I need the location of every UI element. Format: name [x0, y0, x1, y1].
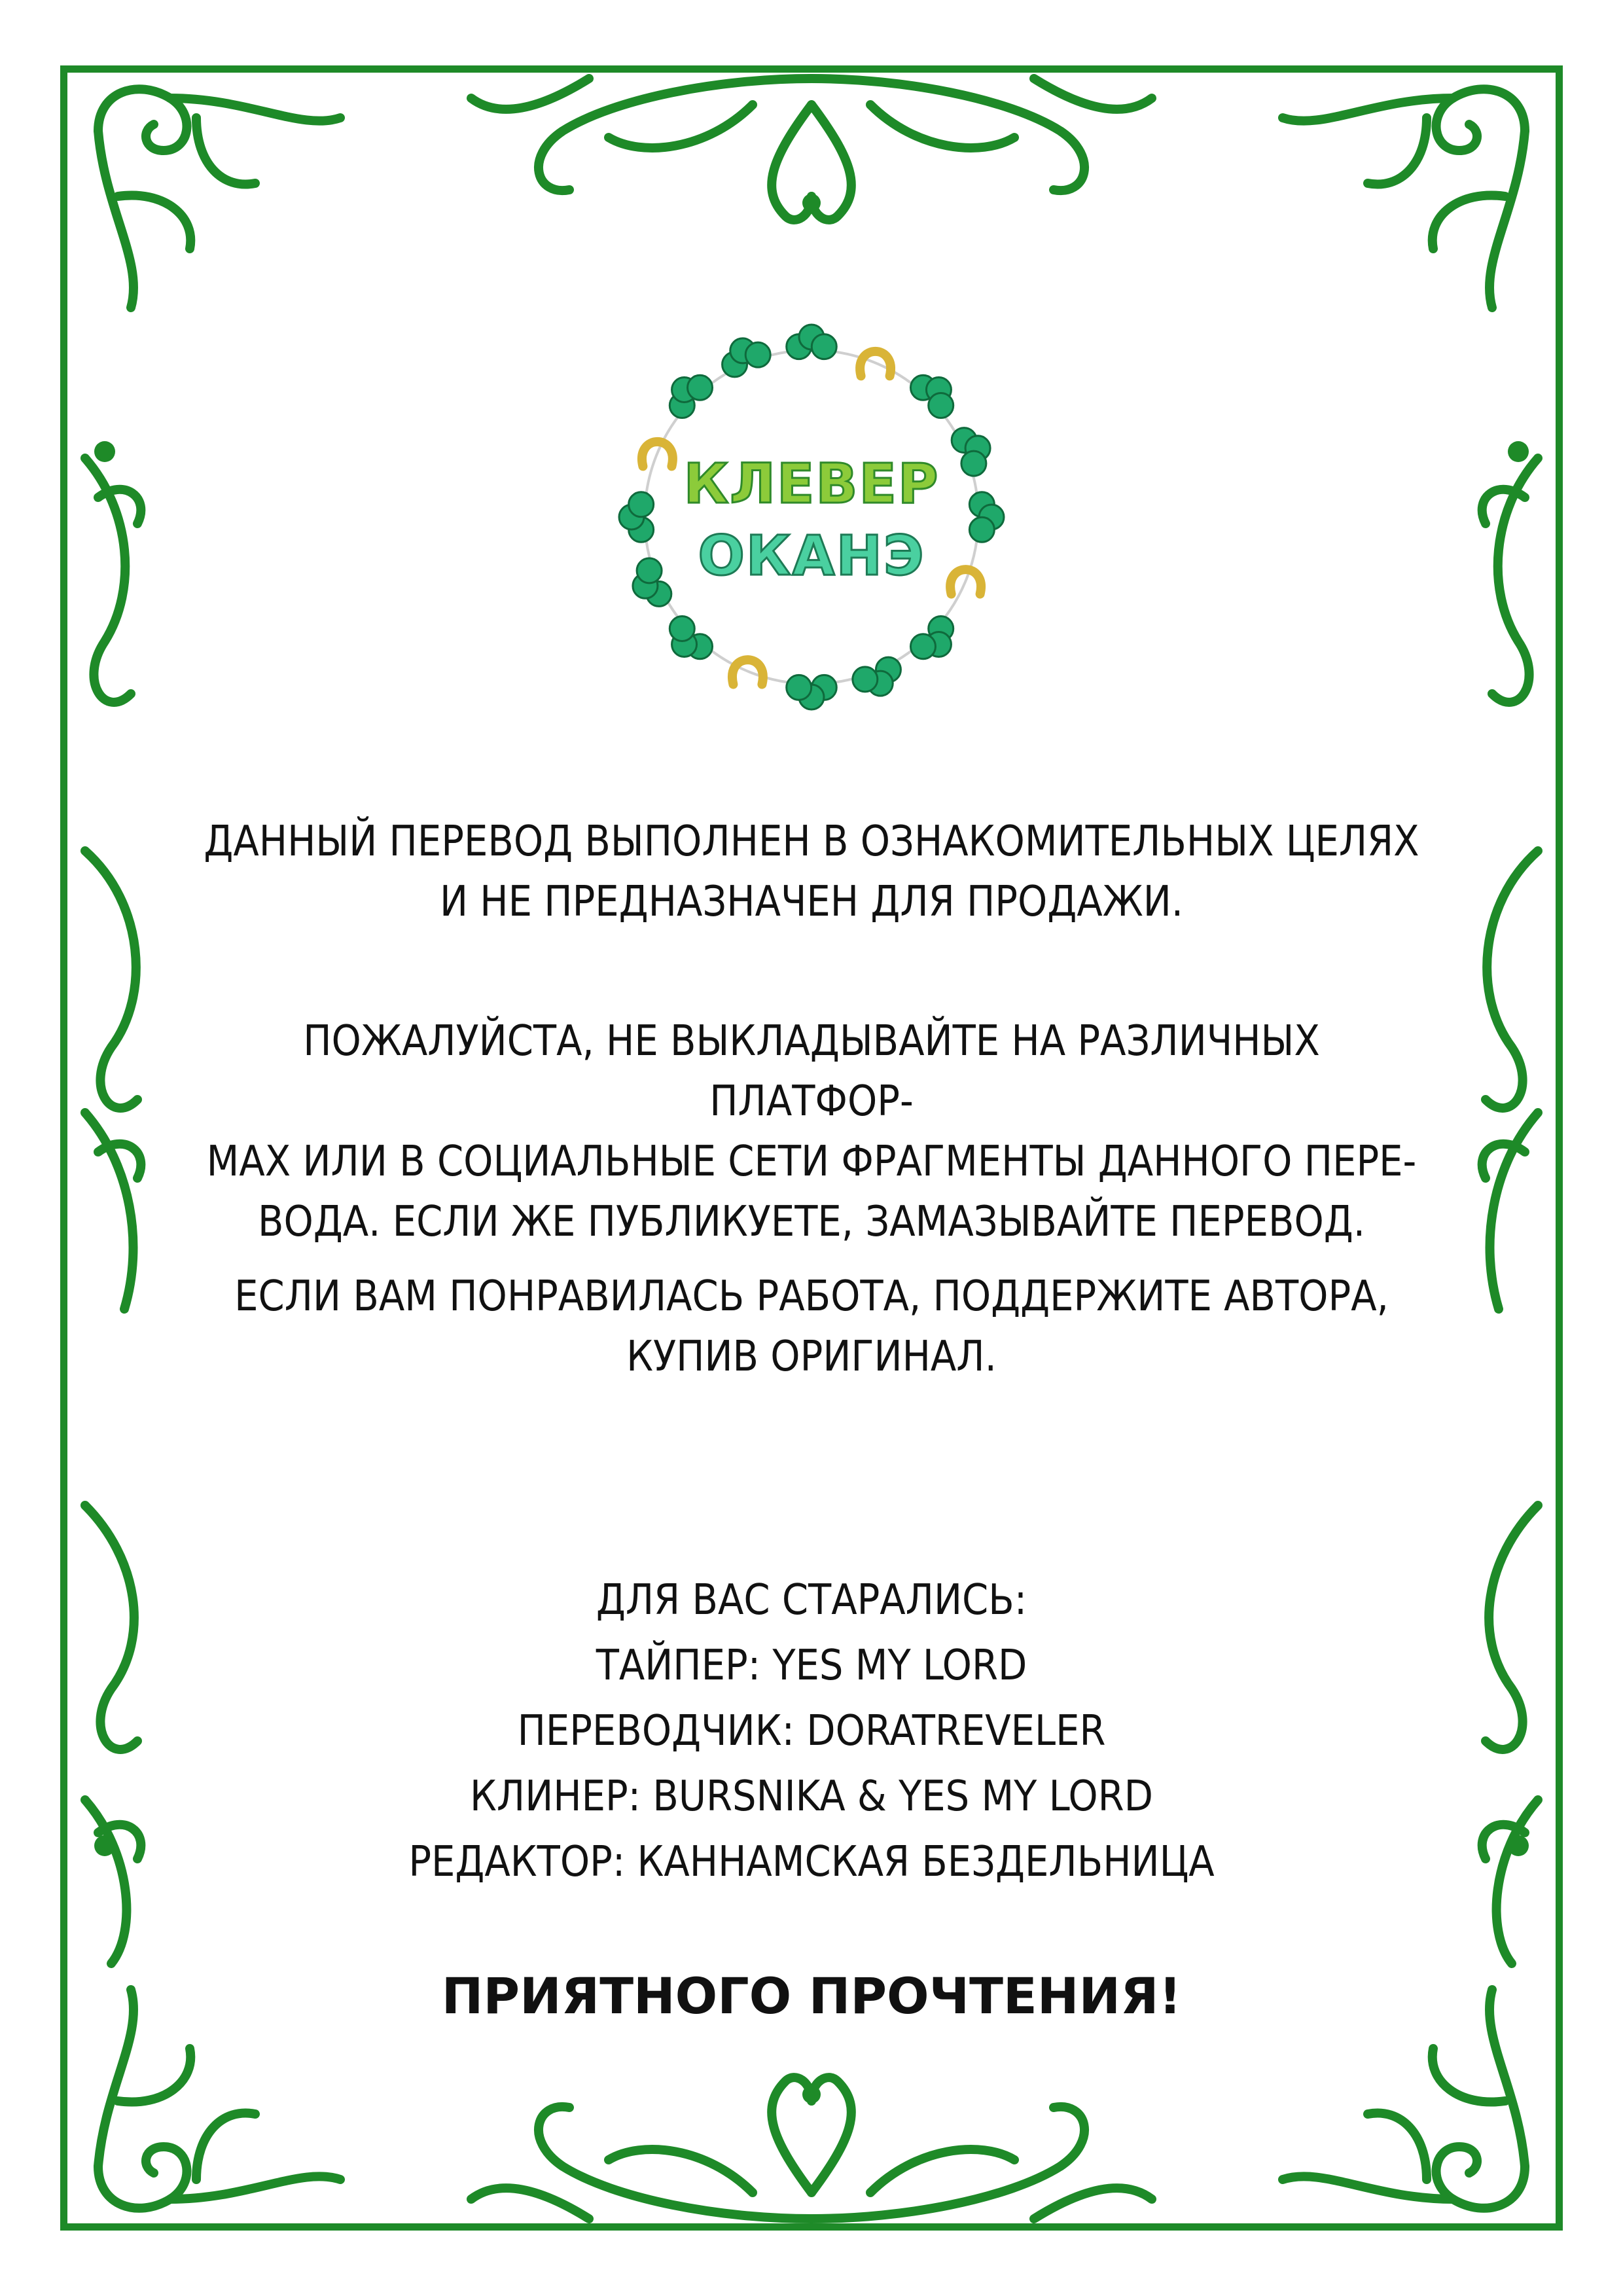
credit-editor: РЕДАКТОР: КАННАМСКАЯ БЕЗДЕЛЬНИЦА: [408, 1838, 1215, 1886]
clover-icon: [910, 375, 953, 418]
clover-icon: [669, 375, 712, 418]
corner-ornament-top-left: [98, 89, 340, 308]
clover-wreath: [602, 308, 1021, 726]
disclaimer-line: ПОЖАЛУЙСТА, НЕ ВЫКЛАДЫВАЙТЕ НА РАЗЛИЧНЫХ ПЛАТФОР-: [303, 1017, 1320, 1126]
corner-ornament-top-right: [1283, 89, 1525, 308]
credit-translator: ПЕРЕВОДЧИК: DORATREVELER: [517, 1707, 1106, 1755]
disclaimer-line: ВОДА. ЕСЛИ ЖЕ ПУБЛИКУЕТЕ, ЗАМАЗЫВАЙТЕ ПЕРЕВОД.: [257, 1198, 1366, 1246]
disclaimer-line: КУПИВ ОРИГИНАЛ.: [626, 1333, 997, 1381]
disclaimer-line: И НЕ ПРЕДНАЗНАЧЕН ДЛЯ ПРОДАЖИ.: [439, 878, 1184, 926]
clover-icon: [787, 325, 837, 359]
credit-cleaner: КЛИНЕР: BURSNIKA & YES MY LORD: [470, 1772, 1153, 1821]
credit-typer: ТАЙПЕР: YES MY LORD: [596, 1641, 1027, 1690]
right-side-vine: [1482, 458, 1538, 1964]
credits-block: [196, 1568, 1427, 1895]
disclaimer-line: ДАННЫЙ ПЕРЕВОД ВЫПОЛНЕН В ОЗНАКОМИТЕЛЬНЫХ ЦЕЛЯХ: [204, 817, 1419, 866]
disclaimer-paragraph-3: [196, 1266, 1427, 1387]
clover-okane-logo: [602, 308, 1021, 726]
left-side-vine: [85, 458, 141, 1964]
logo-line-1: КЛЕВЕР: [683, 452, 940, 516]
disclaimer-paragraph-2: [196, 1011, 1427, 1252]
clover-icon: [853, 657, 901, 696]
logo-line-2: ОКАНЭ: [698, 524, 925, 588]
credits-heading: ДЛЯ ВАС СТАРАЛИСЬ:: [596, 1576, 1027, 1624]
closing-message: ПРИЯТНОГО ПРОЧТЕНИЯ!: [441, 1967, 1182, 2025]
disclaimer-line: ЕСЛИ ВАМ ПОНРАВИЛАСЬ РАБОТА, ПОДДЕРЖИТЕ АВТОРА,: [234, 1272, 1389, 1321]
clover-icon: [910, 616, 953, 658]
disclaimer-line: МАХ ИЛИ В СОЦИАЛЬНЫЕ СЕТИ ФРАГМЕНТЫ ДАННОГО ПЕРЕ-: [206, 1138, 1417, 1186]
disclaimer-paragraph-1: [196, 812, 1427, 932]
clover-icon: [722, 338, 771, 377]
clover-icon: [669, 616, 712, 658]
clover-icon: [787, 675, 837, 709]
